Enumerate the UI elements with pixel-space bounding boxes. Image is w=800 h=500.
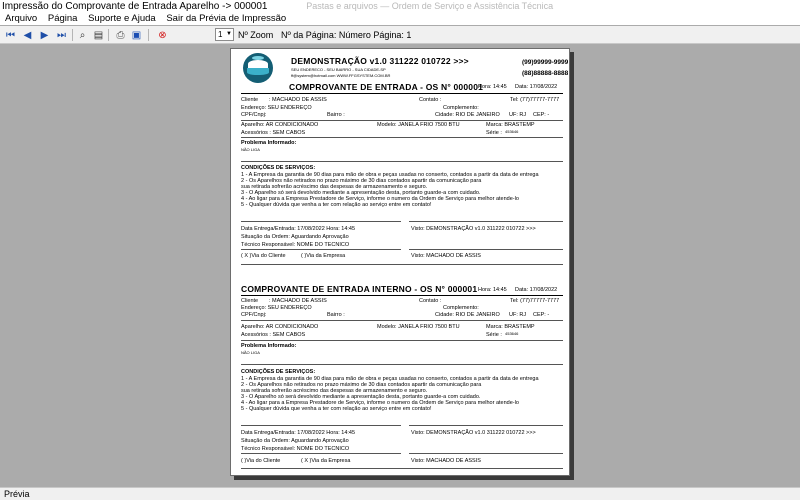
signature-line	[409, 453, 563, 454]
client-address: Endereço: SEU ENDEREÇO	[241, 105, 312, 111]
background-window-title: Pastas e arquivos — Ordem de Serviço e Assistência Técnica	[306, 1, 554, 11]
divider	[241, 468, 563, 469]
technician: Técnico Responsável: NOME DO TECNICO	[241, 446, 350, 452]
first-page-icon[interactable]: ⏮	[6, 29, 15, 41]
device-brand: Marca: BRASTEMP	[486, 122, 535, 128]
section2-title: COMPROVANTE DE ENTRADA INTERNO - OS N° 000001	[241, 284, 478, 294]
visto-company: Visto: DEMONSTRAÇÃO v1.0 311222 010722 >>>	[411, 226, 536, 232]
client-bairro: Bairro :	[327, 112, 345, 118]
signature-line	[241, 425, 401, 426]
company-phone-2: (88)88888-8888	[522, 70, 569, 77]
via-client: ( X )Via do Cliente	[241, 253, 286, 259]
client-value: : MACHADO DE ASSIS	[269, 298, 327, 304]
entry-date: Data Entrega/Entrada: 17/08/2022 Hora: 14:45	[241, 430, 356, 436]
client-complement: Complemento:	[443, 105, 479, 111]
previous-page-icon[interactable]: ◀	[23, 29, 32, 41]
order-status: Situação da Ordem: Aguardando Aprovação	[241, 234, 349, 240]
order-status: Situação da Ordem: Aguardando Aprovação	[241, 438, 349, 444]
condition-line: sua retirada sofrerão acréscimo das despesas de armazenamento e seguro.	[241, 184, 428, 190]
preview-toolbar	[0, 26, 800, 44]
client-address: Endereço: SEU ENDEREÇO	[241, 305, 312, 311]
divider	[241, 364, 563, 365]
client-cpf: CPF/Cnpj:	[241, 112, 267, 118]
condition-line: 5 - Qualquer dúvida que venha a ter com relação ao serviço entre em contato!	[241, 202, 432, 208]
divider	[241, 295, 563, 296]
client-cpf: CPF/Cnpj:	[241, 312, 267, 318]
contact-label: Contato :	[419, 97, 442, 103]
page-view-icon[interactable]: ▤	[93, 29, 104, 41]
menu-pagina[interactable]: Página	[47, 13, 78, 24]
divider	[241, 120, 563, 121]
client-value: : MACHADO DE ASSIS	[269, 97, 327, 103]
company-email: ff@system@hotmail.com WWW.FFGSYSTEM.COM.BR	[291, 73, 391, 78]
client-uf: UF: RJ	[509, 312, 527, 318]
chevron-down-icon: ▼	[226, 31, 232, 37]
zoom-value: 1	[218, 30, 223, 39]
conditions-title: CONDIÇÕES DE SERVIÇOS:	[241, 369, 316, 375]
serial-value: 453646	[505, 331, 519, 336]
window-title-bar	[0, 0, 800, 13]
next-page-icon[interactable]: ▶	[40, 29, 49, 41]
via-client: ( )Via do Cliente	[241, 458, 281, 464]
zoom-icon[interactable]: ⌕	[79, 29, 86, 41]
client-label: Cliente	[241, 97, 259, 103]
company-name: DEMONSTRAÇÃO v1.0 311222 010722 >>>	[291, 56, 469, 66]
condition-line: 2 - Os Aparelhos não retirados no prazo máximo de 30 dias contados apartir da comunicação para	[241, 382, 482, 388]
last-page-icon[interactable]: ⏭	[57, 29, 66, 41]
client-bairro: Bairro :	[327, 312, 345, 318]
section1-date: Data: 17/08/2022	[515, 84, 558, 90]
via-company: ( )Via da Empresa	[301, 253, 346, 259]
condition-line: 3 - O Aparelho só será devolvido mediante a apresentação desta, portanto guarde-a com cuidado.	[241, 190, 481, 196]
signature-line	[241, 249, 401, 250]
divider	[241, 93, 563, 94]
zoom-select[interactable]	[215, 28, 234, 41]
signature-line	[241, 453, 401, 454]
toolbar-separator	[148, 29, 149, 41]
save-icon[interactable]: ▣	[131, 29, 142, 41]
contact-label: Contato :	[419, 298, 442, 304]
signature-line	[241, 221, 401, 222]
signature-line	[409, 249, 563, 250]
problem-value: NÃO LIGA	[241, 350, 260, 355]
close-preview-icon[interactable]: ⊗	[158, 29, 167, 41]
problem-label: Problema Informado:	[241, 343, 297, 349]
signature-line	[409, 425, 563, 426]
problem-label: Problema Informado:	[241, 140, 297, 146]
report-page	[230, 48, 570, 476]
visto-client: Visto: MACHADO DE ASSIS	[411, 458, 481, 464]
print-icon[interactable]: ⎙	[116, 29, 125, 41]
serial-label: Série :	[486, 332, 502, 338]
page-number-label: Nº da Página: Número Página: 1	[281, 30, 412, 40]
company-logo	[243, 53, 273, 83]
device-name: Aparelho: AR CONDICIONADO	[241, 122, 319, 128]
device-name: Aparelho: AR CONDICIONADO	[241, 324, 319, 330]
condition-line: 4 - Ao ligar para a Empresa Prestadore de Serviço, informe o numero da Ordem de Serviço para melhor atende-lo	[241, 400, 519, 406]
status-text: Prévia	[4, 489, 30, 499]
device-model: Modelo: JANELA FRIO 7500 BTU	[377, 122, 460, 128]
section1-title: COMPROVANTE DE ENTRADA - OS N° 000001	[289, 82, 484, 92]
toolbar-separator	[108, 29, 109, 41]
divider	[241, 340, 563, 341]
serial-label: Série :	[486, 130, 502, 136]
device-accessories: Acessórios : SEM CABOS	[241, 332, 306, 338]
client-city: Cidade: RIO DE JANEIRO	[435, 112, 500, 118]
section2-time: Hora: 14:45	[478, 287, 507, 293]
condition-line: 4 - Ao ligar para a Empresa Prestadore de Serviço, informe o numero da Ordem de Serviço para melhor atende-lo	[241, 196, 519, 202]
condition-line: sua retirada sofrerão acréscimo das despesas de armazenamento e seguro.	[241, 388, 428, 394]
divider	[241, 264, 563, 265]
visto-company: Visto: DEMONSTRAÇÃO v1.0 311222 010722 >>>	[411, 430, 536, 436]
section1-time: Hora: 14:45	[478, 84, 507, 90]
serial-value: 453646	[505, 129, 519, 134]
client-phone: Tel: (77)77777-7777	[510, 298, 560, 304]
signature-line	[409, 221, 563, 222]
menu-arquivo[interactable]: Arquivo	[5, 13, 38, 24]
menu-bar	[0, 13, 800, 25]
company-phone-1: (99)99999-9999	[522, 59, 569, 66]
toolbar-separator	[72, 29, 73, 41]
condition-line: 5 - Qualquer dúvida que venha a ter com relação ao serviço entre em contato!	[241, 406, 432, 412]
condition-line: 1 - A Empresa da garantia de 90 dias para mão de obra e peças usadas no conserto, contados a partir da data de entrega	[241, 172, 539, 178]
client-complement: Complemento:	[443, 305, 479, 311]
conditions-title: CONDIÇÕES DE SERVIÇOS:	[241, 165, 316, 171]
condition-line: 2 - Os Aparelhos não retirados no prazo máximo de 30 dias contados apartir da comunicação para	[241, 178, 482, 184]
condition-line: 1 - A Empresa da garantia de 90 dias para mão de obra e peças usadas no conserto, contados a partir da data de entrega	[241, 376, 539, 382]
condition-line: 3 - O Aparelho só será devolvido mediante a apresentação desta, portanto guarde-a com cuidado.	[241, 394, 481, 400]
problem-value: NÃO LIGA	[241, 147, 260, 152]
client-cep: CEP: -	[533, 312, 550, 318]
device-accessories: Acessórios : SEM CABOS	[241, 130, 306, 136]
zoom-label: Nº Zoom	[238, 30, 274, 40]
divider	[241, 161, 563, 162]
entry-date: Data Entrega/Entrada: 17/08/2022 Hora: 14:45	[241, 226, 356, 232]
client-phone: Tel: (77)77777-7777	[510, 97, 560, 103]
technician: Técnico Responsável: NOME DO TECNICO	[241, 242, 350, 248]
window-title: Impressão do Comprovante de Entrada Aparelho -> 000001	[2, 1, 268, 12]
company-address: SEU ENDERECO - SEU BAIRRO - SUA CIDADE-SP	[291, 67, 386, 72]
divider	[241, 137, 563, 138]
visto-client: Visto: MACHADO DE ASSIS	[411, 253, 481, 259]
client-city: Cidade: RIO DE JANEIRO	[435, 312, 500, 318]
client-uf: UF: RJ	[509, 112, 527, 118]
device-brand: Marca: BRASTEMP	[486, 324, 535, 330]
divider	[241, 320, 563, 321]
status-bar	[0, 487, 800, 500]
menu-suporte-ajuda[interactable]: Suporte e Ajuda	[88, 13, 156, 24]
via-company: ( X )Via da Empresa	[301, 458, 351, 464]
device-model: Modelo: JANELA FRIO 7500 BTU	[377, 324, 460, 330]
menu-sair-previa[interactable]: Sair da Prévia de Impressão	[166, 13, 287, 24]
client-cep: CEP: -	[533, 112, 550, 118]
section2-date: Data: 17/08/2022	[515, 287, 558, 293]
client-label: Cliente	[241, 298, 259, 304]
